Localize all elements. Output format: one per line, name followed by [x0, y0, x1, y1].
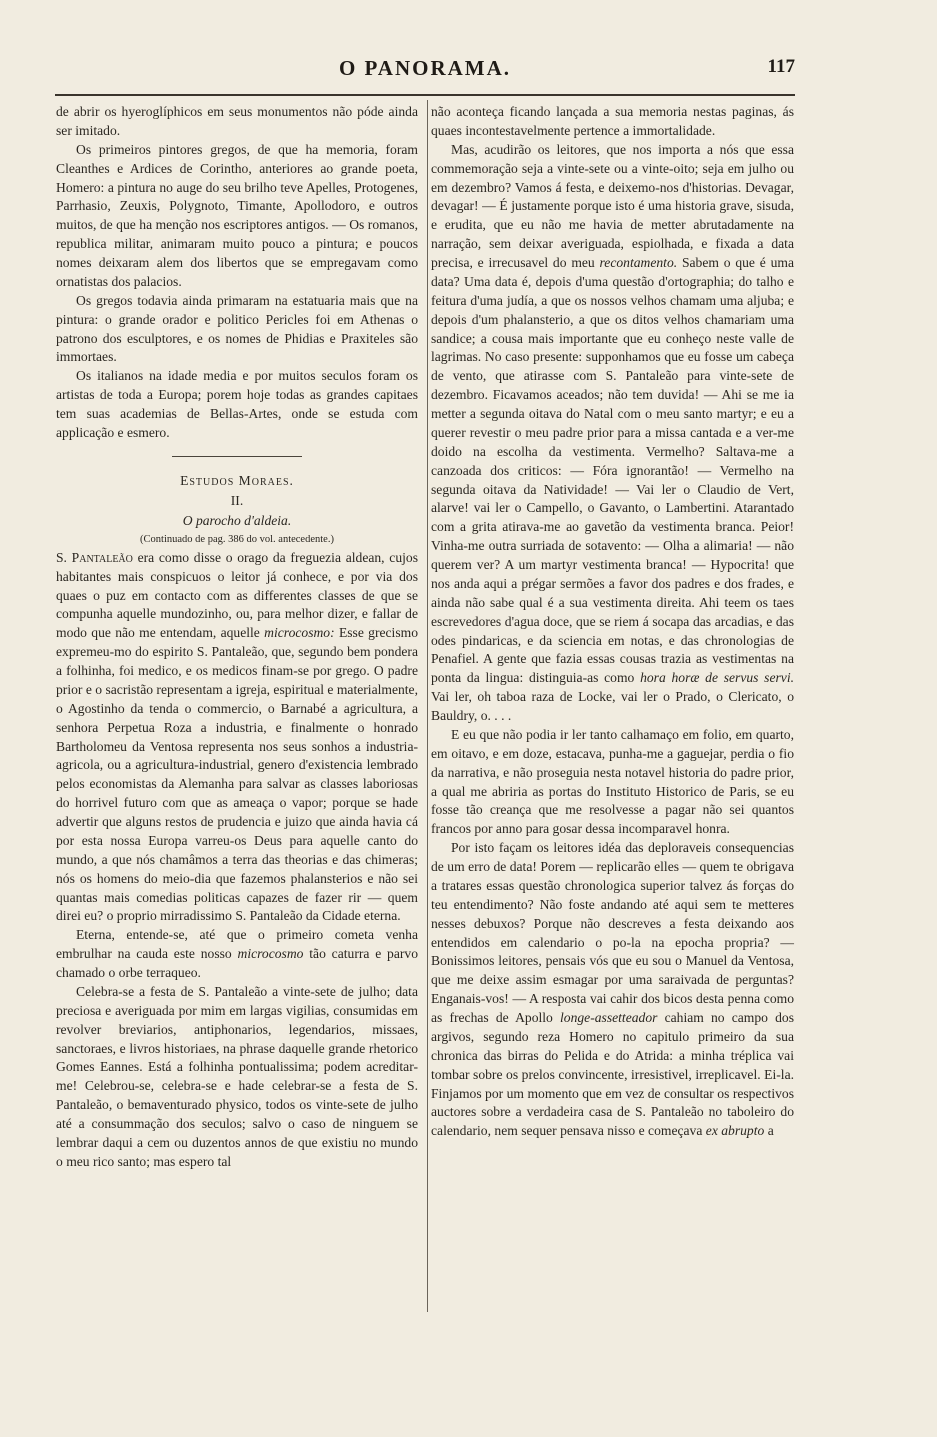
- page-header: [55, 56, 795, 90]
- left-column: [56, 103, 418, 1172]
- paragraph: Eterna, entende-se, até que o primeiro cometa venha embrulhar na cauda este nosso microcosmo tão caturra e parvo chamado o orbe terraqueo.: [56, 927, 419, 980]
- section-title: Estudos Moraes.: [180, 472, 294, 488]
- section-subtitle: O parocho d'aldeia.: [182, 512, 292, 528]
- paragraph: E eu que não podia ir ler tanto calhamaço em folio, em quarto, em oitavo, e em doze, estacava, punha-me a gaguejar, perdia o fio da narrativa, e não proseguia nesta notavel historia do padre prior, a qual me abriria as portas do Instituto Historico de Paris, se eu fosse tão creança que me resolvesse a pagar não sei quantos francos por anno para gosar dessa incomparavel honra.: [431, 726, 794, 837]
- paragraph: S. Pantaleão era como disse o orago da freguezia aldean, cujos habitantes mais conspicuos o leitor já conhece, e por via dos quaes o puz em contacto com as differentes classes de que se compunha aquelle mundozinho, ou, para melhor dizer, e fallar de modo que não me entendam, aquelle microcosmo: Esse grecismo expremeu-mo do espirito S. Pantaleão, que, segundo bem pondera a folhinha, foi medico, e os medicos finam-se por grego. O padre prior e o sacristão representam a igreja, espiritual e materialmente, o Agostinho da tenda o commercio, o Barnabé a agricultura, a senhora Perpetua Roza a industria, e finalmente o honrado Bartholomeu da Ventosa representa nos seus sonhos a industria-agricola, ou a agricultura-industrial, genero d'existencia lembrado pelos economistas da Alemanha para salvar as classes laboriosas do horrivel futuro com que as ameaça o vapor; porque se hade advertir que alguns restos de prudencia e juizo que ainda havia cá por esta nossa Europa varreu-os Deus para aquelle canto do mundo, a que nós chamâmos a terra das theorias e das chimeras; nós os homens do meio-dia que fazemos phalansterios e não sei quantas mais comedias politicas capazes de fazer rir — quem direi eu? o proprio mirradissimo S. Pantaleão da Cidade eterna.: [56, 549, 418, 924]
- paragraph: Celebra-se a festa de S. Pantaleão a vinte-sete de julho; data preciosa e averiguada por mim em largas vigilias, consumidas em revolver breviarios, antiphonarios, legendarios, missaes, sanctoraes, e livros historiaes, na phrase daquelle grande rhetorico Gomes Eannes. Está a folhinha pontualissima; podem acreditar-me! Celebrou-se, celebra-se e hade celebrar-se a festa de S. Pantaleão, o bemaventurado physico, todos os vinte-sete de julho até a consummação dos seculos; salvo o caso de ninguem se lembrar daqui a cem ou duzentos annos de que existiu no mundo o meu rico santo; mas espero tal: [56, 983, 418, 1169]
- header-rule: [55, 94, 795, 96]
- column-divider: [427, 100, 428, 1312]
- paragraph: Mas, acudirão os leitores, que nos importa a nós que essa commemoração seja a vinte-sete ou a vinte-oito; seja em julho ou em dezembro? Vamos á festa, e deixemo-nos d'historias. Devagar, devagar! — É justamente porque isto é uma historia grave, sisuda, e erudita, que eu não me havia de metter abrutadamente na narração, sem deixar averiguada, espiolhada, e fixada a data precisa, e irrecusavel do meu recontamento. Sabem o que é uma data? Uma data é, depois d'uma questão d'ortographia; do talho e feitura d'uma judía, a que os nossos velhos chamam uma aljuba; e depois d'um phalansterio, a que os ditos velhos chamariam uma sandice; a cousa mais importante que eu conheço neste valle de lagrimas. No caso presente: supponhamos que eu fosse um cabeça de vento, que atirasse com S. Pantaleão para vinte-sete de dezembro. Ficavamos aceados; não tem duvida! — Ahi se me ia metter a segunda oitava do Natal com o meu santo martyr; e eu a querer revestir o meu padre prior para a missa cantada e a ver-me doido na escolha da vestimenta. Vermelho? Saltava-me a canzoada dos criticos: — Fóra ignorantão! — Vermelho na segunda oitava da Natividade! — Vai ler o Claudio de Vert, alarve! vai ler o Campello, o Gavanto, o Lambertini. Atarantado com a grita atirava-me ao gavetão da vestimenta branca. Peior! Vinha-me outra surriada de sotavento: — Olha a alimaria! — não querem ver? A um martyr vestimenta branca! — Hypocrita! que nos anda aqui a prégar sermões a favor dos padres e dos frades, e ainda não sabe qual é a sua vestimenta direita. Ahi teem os taes escrevedores d'agua doce, que se riem á socapa das arcadias, e das odes pindaricas, e da sciencia em notas, e das chronologias de Penafiel. A gente que fazia essas cousas trazia as vestimentas na ponta da lingua: distinguia-as como hora horæ de servus servi. Vai ler, oh taboa raza de Locke, vai ler o Prado, o Clericato, o Bauldry, o. . . .: [431, 141, 794, 723]
- paragraph: não aconteça ficando lançada a sua memoria nestas paginas, ás quaes incontestavelmente pertence a immortalidade.: [431, 104, 794, 138]
- lead-in-words: S. Pantaleão: [56, 549, 133, 565]
- page-number: 117: [767, 56, 795, 77]
- paragraph: Os gregos todavia ainda primaram na estatuaria mais que na pintura: o grande orador e politico Pericles foi em Athenas o patrono dos esculptores, e os nomes de Phidias e Praxiteles são immortaes.: [56, 292, 418, 365]
- masthead-title: O PANORAMA.: [338, 56, 512, 80]
- right-column: [431, 103, 794, 1141]
- section-number: II.: [230, 492, 244, 508]
- paragraph: Os primeiros pintores gregos, de que ha memoria, foram Cleanthes e Ardices de Corintho, anteriores ao grande poeta, Homero: a pintura no auge do seu brilho teve Apelles, Protogenes, Parrhasio, Zeuxis, Polygnoto, Timante, Apollodoro, e outros muitos, de que ha menção nos escriptores antigos. — Os romanos, republica militar, animaram muito pouco a pintura; e poucos nomes deixaram alem dos libertos que se empregavam como ornatistas dos palacios.: [56, 141, 418, 289]
- paragraph: Os italianos na idade media e por muitos seculos foram os artistas de toda a Europa; porem hoje todas as grandes capitaes tem suas academias de Bellas-Artes, onde se estuda com applicação e esmero.: [56, 368, 418, 440]
- paragraph: de abrir os hyeroglíphicos em seus monumentos não póde ainda ser imitado.: [56, 104, 418, 138]
- section-separator: [172, 456, 302, 457]
- continuation-note: (Continuado de pag. 386 do vol. antecedente.): [140, 533, 334, 545]
- paragraph: Por isto façam os leitores idéa das deploraveis consequencias de um erro de data! Porem — replicarão elles — quem te obrigava a tratares essas questão chronologica superior talvez ás forças do teu entendimento? Não foste andando até aqui sem te metteres nesses debuxos? Porque não descreves a festa deixando aos entendidos em calendario o po-la na epocha propria? — Bonissimos leitores, pensais vós que eu sou o Manuel da Ventosa, que me deixe assim esmagar por uma saraivada de perguntas? Enganais-vos! — A resposta vai cahir dos bicos desta penna como as frechas de Apollo longe-assetteador cahiam no campo dos argivos, segundo reza Homero no capitulo primeiro da sua chronica das birras do Pelida e do Atrida: a minha tréplica vai tombar sobre os prelos convincente, irresistivel, irreplicavel. Ei-la. Finjamos por um momento que em vez de consultar os respectivos auctores sobre a verdadeira casa de S. Pantaleão no taboleiro do calendario, nem sequer pensava nisso e começava ex abrupto a: [431, 840, 794, 1139]
